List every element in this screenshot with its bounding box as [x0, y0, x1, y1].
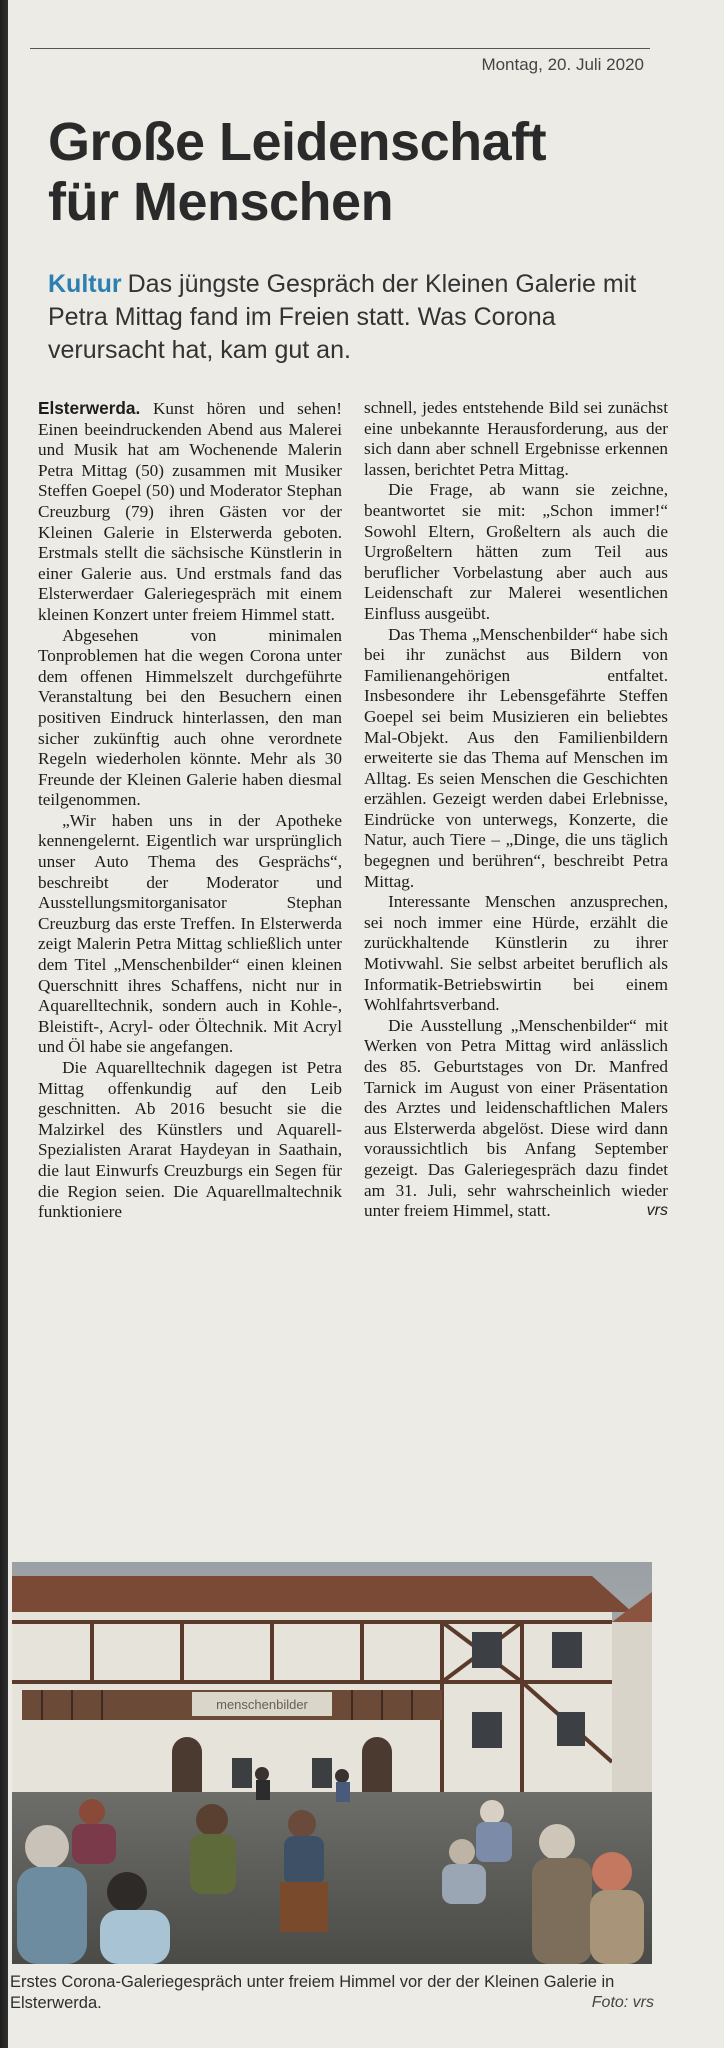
paragraph: Die Aquarelltechnik dagegen ist Petra Mittag offenkundig auf den Leib geschnitten. Ab 2016 besucht sie die Malzirkel des Künstlers und Aquarell-Spezialisten Ararat Haydeyan in Saathain, die laut Einwurfs Creuzburgs ein Segen für die Region seien. Die Aquarellmaltechnik funktioniere [38, 1058, 342, 1222]
article-lead [48, 268, 678, 367]
author-signoff: vrs [646, 1202, 668, 1220]
banner-text: menschenbilder [216, 1697, 308, 1712]
section-label: Kultur [48, 270, 122, 298]
courtyard-photo-illustration [12, 1562, 652, 1964]
paragraph: „Wir haben uns in der Apotheke kennengelernt. Eigentlich war ursprünglich unser Auto Thema des Gesprächs“, beschreibt der Moderator und Ausstellungsmitorganisator Stephan Creuzburg das erste Treffen. In Elsterwerda zeigt Malerin Petra Mittag schließlich unter dem Titel „Menschenbilder“ einen kleinen Querschnitt ihres Schaffens, nicht nur in Aquarelltechnik, sondern auch in Kohle-, Bleistift-, Acryl- oder Öltechnik. Mit Acryl und Öl habe sie angefangen. [38, 810, 342, 1057]
paragraph-text: Kunst hören und sehen! Einen beeindruckenden Abend aus Malerei und Musik hat am Wochenende Malerin Petra Mittag (50) zusammen mit Musiker Steffen Goepel (50) und Moderator Stephan Creuzburg (79) ihren Gästen vor der Kleinen Galerie in Elsterwerda geboten. Erstmals stellt die sächsische Künstlerin in einer Galerie aus. Und erstmals fand das Elsterwerdaer Galeriegespräch mit einem kleinen Konzert unter freiem Himmel statt. [38, 399, 342, 624]
headline-line-2: für Menschen [48, 172, 394, 232]
paragraph: Das Thema „Menschenbilder“ habe sich bei ihr zunächst aus Bildern von Familienangehörigen entfaltet. Insbesondere ihr Lebensgefährte Steffen Goepel sei beim Musizieren ein beliebtes Mal-Objekt. Aus den Familienbildern erweiterte sie das Thema auf Menschen im Alltag. Es seien Menschen die Geschichten erzählen. Gezeigt werden dabei Erlebnisse, Eindrücke von unterwegs, Konzerte, die Natur, auch Tiere – „Dinge, die uns täglich begegnen und berühren“, beschreibt Petra Mittag. [364, 624, 668, 891]
headline-line-1: Große Leidenschaft [48, 112, 547, 172]
roof [12, 1576, 632, 1612]
issue-date: Montag, 20. Juli 2020 [481, 55, 644, 74]
paragraph [38, 398, 342, 626]
photo-caption: Erstes Corona-Galeriegespräch unter freiem Himmel vor der der Kleinen Galerie in Elsterwerda. [10, 1973, 615, 2012]
paragraph: Interessante Menschen anzusprechen, sei noch immer eine Hürde, erzählt die zurückhaltende Künstlerin zu ihrer Motivwahl. Sie selbst arbeitet beruflich als Informatik-Betriebswirtin bei einem Wohlfahrtsverband. [364, 892, 668, 1015]
paragraph [364, 1016, 668, 1222]
paragraph: Die Frage, ab wann sie zeichne, beantwortet sie mit: „Schon immer!“ Sowohl Eltern, Großeltern als auch die Urgroßeltern hätten zum Teil aus beruflicher Vorbelastung aber auch aus Leidenschaft zur Malerei wesentlichen Einfluss ausgeübt. [364, 480, 668, 623]
article-photo [12, 1562, 652, 1964]
article-column-left [38, 398, 342, 1223]
paragraph: Abgesehen von minimalen Tonproblemen hat die wegen Corona unter dem offenen Himmelszelt durchgeführte Veranstaltung bei den Besuchern einen positiven Eindruck hinterlassen, den man sicher zukünftig auch ohne verordnete Regeln wiederholen könnte. Mehr als 30 Freunde der Kleinen Galerie haben diesmal teilgenommen. [38, 625, 342, 810]
paragraph-text: Die Ausstellung „Menschenbilder“ mit Werken von Petra Mittag wird anlässlich des 85. Geburtstages von Dr. Manfred Tarnick im August von einer Präsentation des Arztes und leidenschaftlichen Malers aus Elsterwerda abgelöst. Diese wird dann voraussichtlich bis Anfang September gezeigt. Das Galeriegespräch dazu findet am 31. Juli, sehr wahrscheinlich wieder unter freiem Himmel, statt. [364, 1015, 668, 1221]
article-headline [48, 112, 668, 232]
photo-credit: Foto: vrs [591, 1994, 654, 2011]
dateline: Elsterwerda. [38, 398, 141, 418]
paragraph: schnell, jedes entstehende Bild sei zunächst eine unbekannte Herausforderung, aus der sich dann aber schnell Ergebnisse erkennen lassen, berichtet Petra Mittag. [364, 398, 668, 479]
header-rule [30, 48, 650, 49]
lead-text: Das jüngste Gespräch der Kleinen Galerie mit Petra Mittag fand im Freien statt. Was Corona verursacht hat, kam gut an. [48, 270, 637, 364]
article-column-right [364, 398, 668, 1222]
